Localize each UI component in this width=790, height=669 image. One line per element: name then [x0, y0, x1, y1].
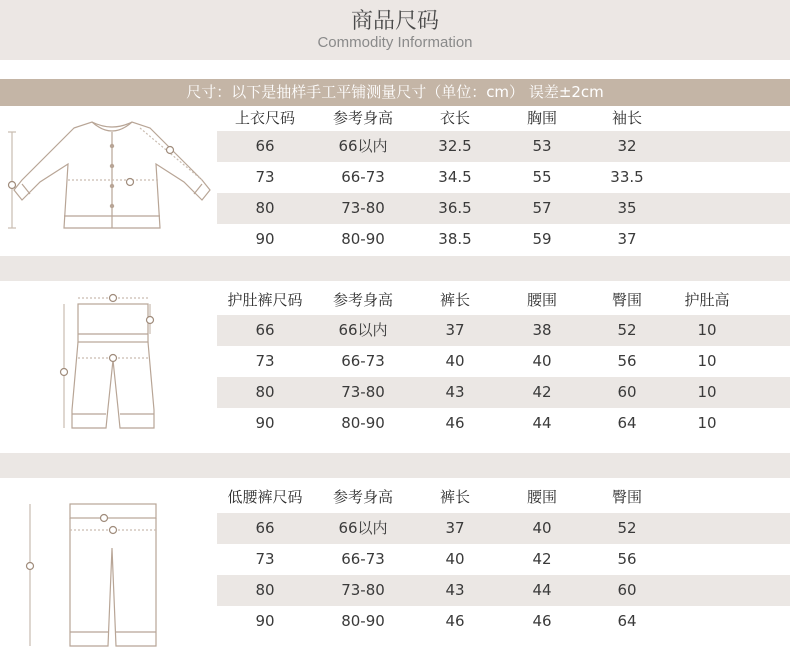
cell-size: 66 — [255, 321, 275, 339]
table-row — [217, 224, 790, 255]
cell-length: 38.5 — [438, 230, 472, 248]
cell-belly: 10 — [697, 352, 717, 370]
cell-waist: 42 — [532, 383, 552, 401]
cell-chest: 59 — [532, 230, 552, 248]
col-header: 腰围 — [526, 291, 557, 309]
jacket-table-header — [217, 103, 790, 134]
belly-pants-sketch — [58, 290, 168, 440]
col-header: 袖长 — [611, 109, 642, 127]
cell-sleeve: 33.5 — [610, 168, 644, 186]
cell-height: 73-80 — [341, 581, 385, 599]
cell-hip: 52 — [617, 519, 637, 537]
measurement-note: 尺寸：以下是抽样手工平铺测量尺寸（单位：cm） 误差±2cm — [186, 83, 604, 101]
col-header: 上衣尺码 — [234, 109, 295, 127]
page-title: 商品尺码 — [350, 9, 439, 34]
cell-length: 43 — [445, 383, 465, 401]
cell-length: 32.5 — [438, 137, 472, 155]
cell-height: 66以内 — [338, 321, 388, 339]
table-row — [217, 346, 790, 377]
cell-hip: 60 — [617, 581, 637, 599]
col-header: 裤长 — [439, 291, 470, 309]
cell-chest: 55 — [532, 168, 552, 186]
cell-size: 66 — [255, 519, 275, 537]
cell-length: 36.5 — [438, 199, 472, 217]
col-header: 衣长 — [439, 109, 470, 127]
cell-height: 66-73 — [341, 168, 385, 186]
table-row — [217, 575, 790, 606]
cell-height: 73-80 — [341, 383, 385, 401]
section-separator — [0, 453, 790, 478]
jacket-sketch — [4, 110, 214, 246]
cell-chest: 53 — [532, 137, 552, 155]
cell-height: 66-73 — [341, 550, 385, 568]
cell-size: 73 — [255, 352, 275, 370]
cell-length: 37 — [445, 321, 465, 339]
cell-length: 37 — [445, 519, 465, 537]
cell-belly: 10 — [697, 414, 717, 432]
cell-size: 80 — [255, 383, 275, 401]
cell-hip: 56 — [617, 550, 637, 568]
cell-length: 40 — [445, 550, 465, 568]
cell-waist: 44 — [532, 414, 552, 432]
cell-length: 46 — [445, 414, 465, 432]
cell-height: 66以内 — [338, 137, 388, 155]
cell-sleeve: 37 — [617, 230, 637, 248]
table-row — [217, 131, 790, 162]
low-pants-table-header — [217, 482, 790, 513]
cell-hip: 56 — [617, 352, 637, 370]
col-header: 参考身高 — [332, 291, 393, 309]
cell-size: 80 — [255, 199, 275, 217]
cell-sleeve: 35 — [617, 199, 637, 217]
table-row — [217, 193, 790, 224]
cell-chest: 57 — [532, 199, 552, 217]
table-row — [217, 544, 790, 575]
col-header: 胸围 — [526, 109, 557, 127]
cell-waist: 46 — [532, 612, 552, 630]
col-header: 参考身高 — [332, 488, 393, 506]
col-header: 臀围 — [611, 488, 642, 506]
cell-hip: 64 — [617, 612, 637, 630]
table-row — [217, 513, 790, 544]
col-header: 护肚高 — [684, 291, 730, 309]
cell-hip: 60 — [617, 383, 637, 401]
cell-waist: 38 — [532, 321, 552, 339]
table-row — [217, 377, 790, 408]
cell-hip: 64 — [617, 414, 637, 432]
col-header: 低腰裤尺码 — [227, 488, 303, 506]
cell-height: 80-90 — [341, 612, 385, 630]
cell-size: 90 — [255, 414, 275, 432]
table-row — [217, 162, 790, 193]
cell-waist: 44 — [532, 581, 552, 599]
cell-belly: 10 — [697, 321, 717, 339]
cell-size: 73 — [255, 550, 275, 568]
table-row — [217, 408, 790, 439]
section-separator — [0, 256, 790, 281]
cell-height: 80-90 — [341, 414, 385, 432]
cell-size: 90 — [255, 612, 275, 630]
page-subtitle: Commodity Information — [317, 34, 473, 51]
col-header: 裤长 — [439, 488, 470, 506]
measurement-note-bar — [0, 79, 790, 106]
col-header: 臀围 — [611, 291, 642, 309]
cell-waist: 42 — [532, 550, 552, 568]
cell-height: 73-80 — [341, 199, 385, 217]
cell-length: 34.5 — [438, 168, 472, 186]
cell-waist: 40 — [532, 519, 552, 537]
cell-hip: 52 — [617, 321, 637, 339]
col-header: 参考身高 — [332, 109, 393, 127]
cell-waist: 40 — [532, 352, 552, 370]
col-header: 护肚裤尺码 — [227, 291, 303, 309]
cell-size: 90 — [255, 230, 275, 248]
cell-length: 40 — [445, 352, 465, 370]
cell-size: 73 — [255, 168, 275, 186]
belly-pants-table-header — [217, 285, 790, 316]
col-header: 腰围 — [526, 488, 557, 506]
cell-height: 66-73 — [341, 352, 385, 370]
page-header — [0, 0, 790, 60]
cell-size: 66 — [255, 137, 275, 155]
cell-size: 80 — [255, 581, 275, 599]
cell-height: 66以内 — [338, 519, 388, 537]
cell-sleeve: 32 — [617, 137, 637, 155]
cell-belly: 10 — [697, 383, 717, 401]
cell-length: 46 — [445, 612, 465, 630]
table-row — [217, 606, 790, 637]
cell-height: 80-90 — [341, 230, 385, 248]
low-waist-pants-sketch — [20, 494, 180, 656]
table-row — [217, 315, 790, 346]
cell-length: 43 — [445, 581, 465, 599]
